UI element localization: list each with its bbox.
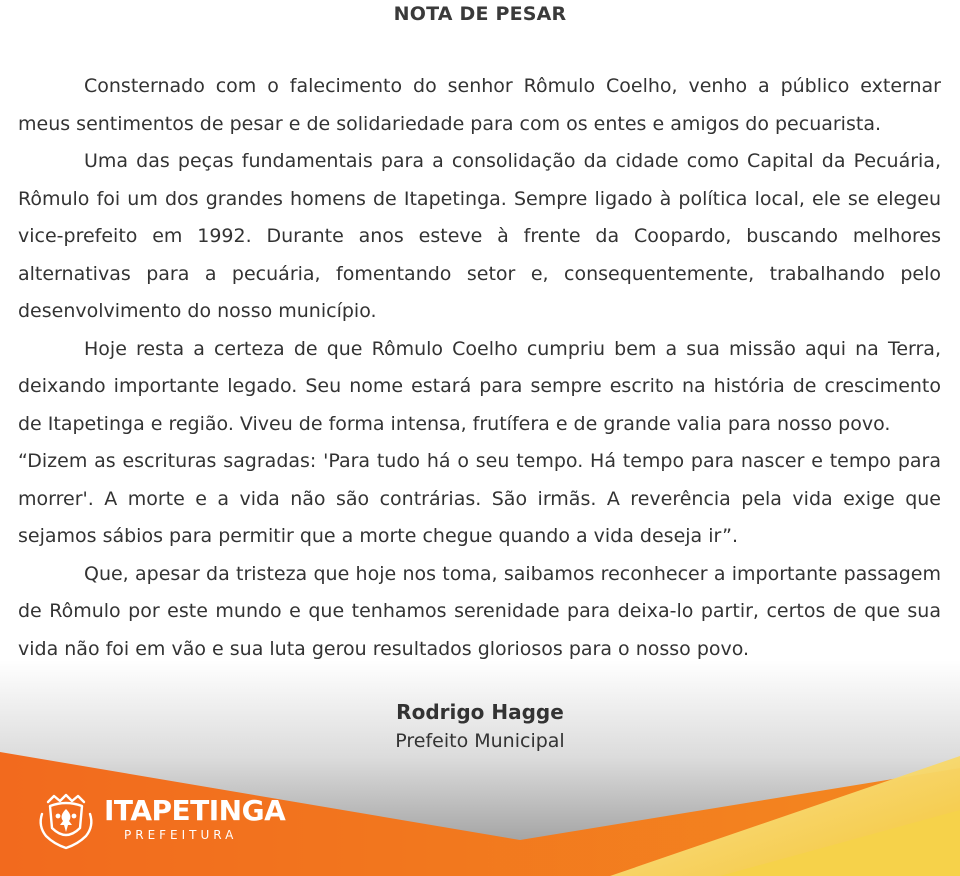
paragraph-3: Hoje resta a certeza de que Rômulo Coelho cumpriu bem a sua missão aqui na Terra, deixando importante legado. Seu nome estará para sempre escrito na história de crescimento de Itapetinga e região. Viveu de forma intensa, frutífera e de grande valia para nosso povo.	[18, 337, 941, 435]
document-title: NOTA DE PESAR	[393, 3, 567, 25]
city-crest-icon	[36, 792, 96, 852]
signer-name: Rodrigo Hagge	[396, 700, 564, 724]
signer-role: Prefeito Municipal	[395, 730, 565, 752]
prefeitura-logo	[36, 792, 286, 856]
brand-subtitle: PREFEITURA	[124, 828, 238, 842]
paragraph-2: Uma das peças fundamentais para a consolidação da cidade como Capital da Pecuária, Rômulo foi um dos grandes homens de Itapetinga. Sempre ligado à política local, ele se elegeu vice-prefeito em 1992. Durante anos esteve à frente da Coopardo, buscando melhores alternativas para a pecuária, fomentando setor e, consequentemente, trabalhando pelo desenvolvimento do nosso município.	[18, 150, 941, 322]
paragraph-quote: “Dizem as escrituras sagradas: 'Para tudo há o seu tempo. Há tempo para nascer e tempo para morrer'. A morte e a vida não são contrárias. São irmãs. A reverência pela vida exige que sejamos sábios para permitir que a morte chegue quando a vida deseja ir”.	[18, 450, 941, 547]
paragraph-5: Que, apesar da tristeza que hoje nos toma, saibamos reconhecer a importante passagem de Rômulo por este mundo e que tenhamos serenidade para deixa-lo partir, certos de que sua vida não foi em vão e sua luta gerou resultados gloriosos para o nosso povo.	[18, 562, 941, 660]
signature-block	[0, 698, 960, 756]
document-body	[18, 68, 941, 668]
brand-name: ITAPETINGA	[104, 794, 286, 827]
paragraph-1: Consternado com o falecimento do senhor Rômulo Coelho, venho a público externar meus sentimentos de pesar e de solidariedade para com os entes e amigos do pecuarista.	[18, 75, 941, 135]
